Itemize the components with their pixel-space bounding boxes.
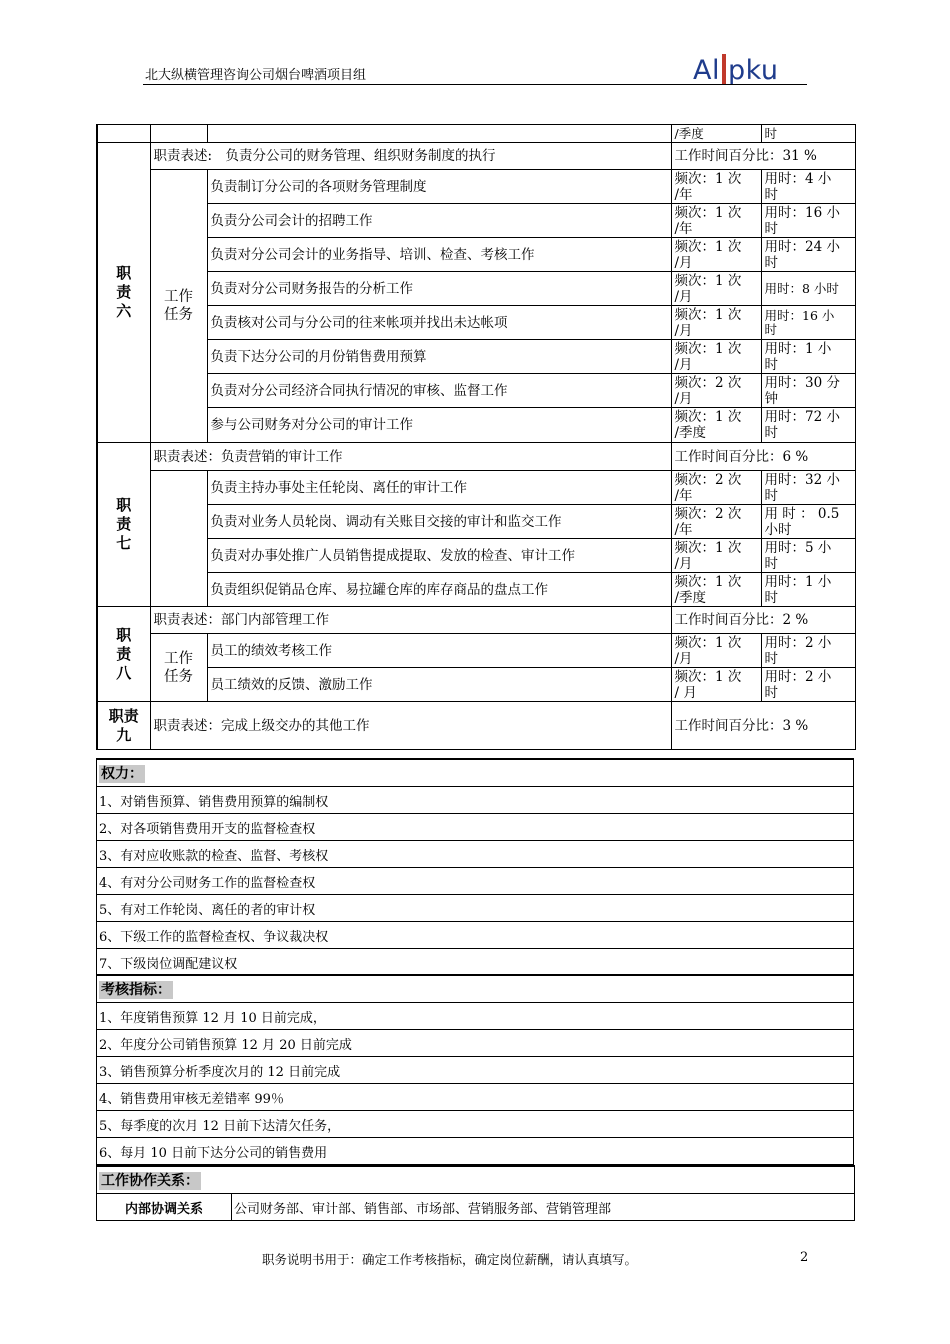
duty6-task-row	[97, 238, 855, 272]
duty9-row	[97, 702, 855, 750]
kpi-item: 2、年度分公司销售预算 12 月 20 日前完成	[97, 1030, 854, 1057]
duty6-task-time: 用时：72 小 时	[761, 408, 855, 443]
duty6-desc-row	[97, 143, 855, 170]
duty8-task-row	[97, 634, 855, 668]
duty9-desc: 职责表述：完成上级交办的其他工作	[150, 702, 671, 750]
duty8-task-label: 工作 任务	[150, 634, 207, 702]
duty7-task-text: 负责组织促销品仓库、易拉罐仓库的库存商品的盘点工作	[207, 573, 671, 607]
kpi-item: 3、销售预算分析季度次月的 12 日前完成	[97, 1057, 854, 1084]
duty8-desc: 职责表述：部门内部管理工作	[150, 607, 671, 634]
duty7-task-time: 用时：32 小 时	[761, 471, 855, 505]
duty7-desc-row	[97, 443, 855, 471]
duty6-task-freq: 频次：2 次 /月	[671, 374, 761, 408]
duty9-label: 职责 九	[97, 702, 150, 750]
duty6-task-row	[97, 272, 855, 306]
duty6-task-freq: 频次：1 次 /年	[671, 170, 761, 204]
duties-table	[96, 124, 856, 750]
duty7-task-freq: 频次：1 次 /月	[671, 539, 761, 573]
duty7-pct: 工作时间百分比：6 %	[671, 443, 855, 471]
duty9-pct: 工作时间百分比：3 %	[671, 702, 855, 750]
duty7-task-text: 负责主持办事处主任轮岗、离任的审计工作	[207, 471, 671, 505]
carryover-freq: /季度	[671, 125, 761, 143]
page-number: 2	[800, 1250, 809, 1265]
duty7-label: 职 责 七	[97, 443, 150, 607]
duty6-task-text: 负责对分公司经济合同执行情况的审核、监督工作	[207, 374, 671, 408]
footer-note: 职务说明书用于：确定工作考核指标，确定岗位薪酬，请认真填写。	[262, 1252, 638, 1267]
kpi-item: 4、销售费用审核无差错率 99％	[97, 1084, 854, 1111]
duty8-task-text: 员工绩效的反馈、激励工作	[207, 668, 671, 702]
duty6-task-text: 负责对分公司会计的业务指导、培训、检查、考核工作	[207, 238, 671, 272]
duty7-task-row	[97, 505, 855, 539]
header-title: 北大纵横管理咨询公司烟台啤酒项目组	[145, 68, 367, 83]
duty7-task-text: 负责对业务人员轮岗、调动有关账目交接的审计和监交工作	[207, 505, 671, 539]
duty7-task-label	[150, 471, 207, 607]
duty8-task-freq: 频次：1 次 /月	[671, 634, 761, 668]
duty6-task-text: 负责制订分公司的各项财务管理制度	[207, 170, 671, 204]
duty7-task-time: 用 时 ： 0.5 小时	[761, 505, 855, 539]
duty6-task-text: 负责下达分公司的月份销售费用预算	[207, 340, 671, 374]
kpi-item: 6、每月 10 日前下达分公司的销售费用	[97, 1138, 854, 1165]
duty8-task-row	[97, 668, 855, 702]
duty7-desc: 职责表述：负责营销的审计工作	[150, 443, 671, 471]
duty6-task-time: 用时：30 分 钟	[761, 374, 855, 408]
carryover-time: 时	[761, 125, 855, 143]
power-item: 6、下级工作的监督检查权、争议裁决权	[97, 922, 854, 949]
duty6-task-row	[97, 340, 855, 374]
duty6-task-freq: 频次：1 次 /月	[671, 238, 761, 272]
duty7-task-row	[97, 573, 855, 607]
duty6-task-row	[97, 408, 855, 443]
company-logo	[693, 52, 779, 86]
duty7-task-text: 负责对办事处推广人员销售提成提取、发放的检查、审计工作	[207, 539, 671, 573]
duty7-task-row	[97, 471, 855, 505]
duty6-task-time: 用时：8 小时	[761, 272, 855, 306]
carryover-task-label-cell	[150, 125, 207, 143]
duty7-task-time: 用时：1 小 时	[761, 573, 855, 607]
power-item: 1、对销售预算、销售费用预算的编制权	[97, 787, 854, 814]
duty6-task-row	[97, 306, 855, 340]
duty7-task-freq: 频次：1 次 /季度	[671, 573, 761, 607]
duty8-task-text: 员工的绩效考核工作	[207, 634, 671, 668]
duty6-pct: 工作时间百分比：31 %	[671, 143, 855, 170]
power-item: 4、有对分公司财务工作的监督检查权	[97, 868, 854, 895]
duty6-task-text: 参与公司财务对分公司的审计工作	[207, 408, 671, 443]
header-divider	[143, 84, 807, 85]
duty6-task-time: 用时：24 小 时	[761, 238, 855, 272]
internal-coop-value: 公司财务部、审计部、销售部、市场部、营销服务部、营销管理部	[232, 1194, 855, 1221]
carryover-row	[97, 125, 855, 143]
carryover-text-cell	[207, 125, 671, 143]
duty6-task-freq: 频次：1 次 /月	[671, 306, 761, 340]
coop-heading: 工作协作关系：	[97, 1166, 855, 1194]
power-item: 3、有对应收账款的检查、监督、考核权	[97, 841, 854, 868]
internal-coop-label: 内部协调关系	[97, 1194, 232, 1221]
duty6-task-time: 用时：16 小 时	[761, 306, 855, 340]
duty7-task-row	[97, 539, 855, 573]
logo-text-left: Al	[693, 55, 720, 86]
logo-text-right: pku	[727, 55, 779, 86]
powers-heading: 权力：	[97, 759, 854, 787]
duty6-task-row	[97, 374, 855, 408]
duty8-task-freq: 频次：1 次 / 月	[671, 668, 761, 702]
duty6-desc: 职责表述: 负责分公司的财务管理、组织财务制度的执行	[150, 143, 671, 170]
duty6-task-time: 用时：16 小 时	[761, 204, 855, 238]
duty6-task-text: 负责对分公司财务报告的分析工作	[207, 272, 671, 306]
duty6-task-label: 工作 任务	[150, 170, 207, 443]
duty6-task-freq: 频次：1 次 /月	[671, 340, 761, 374]
duty8-pct: 工作时间百分比：2 %	[671, 607, 855, 634]
kpi-table	[96, 974, 854, 1165]
duty7-task-freq: 频次：2 次 /年	[671, 471, 761, 505]
duty6-task-freq: 频次：1 次 /季度	[671, 408, 761, 443]
duty8-task-time: 用时：2 小 时	[761, 668, 855, 702]
kpi-item: 1、年度销售预算 12 月 10 日前完成，	[97, 1003, 854, 1030]
duty7-task-freq: 频次：2 次 /年	[671, 505, 761, 539]
duty8-task-time: 用时：2 小 时	[761, 634, 855, 668]
duty6-label: 职 责 六	[97, 143, 150, 443]
kpi-item: 5、每季度的次月 12 日前下达清欠任务，	[97, 1111, 854, 1138]
logo-bar	[722, 54, 726, 84]
duty8-desc-row	[97, 607, 855, 634]
power-item: 2、对各项销售费用开支的监督检查权	[97, 814, 854, 841]
duty6-task-freq: 频次：1 次 /月	[671, 272, 761, 306]
carryover-duty-cell	[97, 125, 150, 143]
kpi-heading: 考核指标：	[97, 975, 854, 1003]
duty6-task-freq: 频次：1 次 /年	[671, 204, 761, 238]
powers-table	[96, 758, 854, 976]
duty8-label: 职 责 八	[97, 607, 150, 702]
coop-table	[96, 1165, 855, 1221]
duty6-task-row	[97, 204, 855, 238]
power-item: 5、有对工作轮岗、离任的者的审计权	[97, 895, 854, 922]
duty6-task-text: 负责核对公司与分公司的往来帐项并找出未达帐项	[207, 306, 671, 340]
duty6-task-time: 用时：4 小 时	[761, 170, 855, 204]
duty6-task-row	[97, 170, 855, 204]
power-item: 7、下级岗位调配建议权	[97, 949, 854, 976]
duty7-task-time: 用时：5 小 时	[761, 539, 855, 573]
duty6-task-time: 用时：1 小 时	[761, 340, 855, 374]
duty6-task-text: 负责分公司会计的招聘工作	[207, 204, 671, 238]
